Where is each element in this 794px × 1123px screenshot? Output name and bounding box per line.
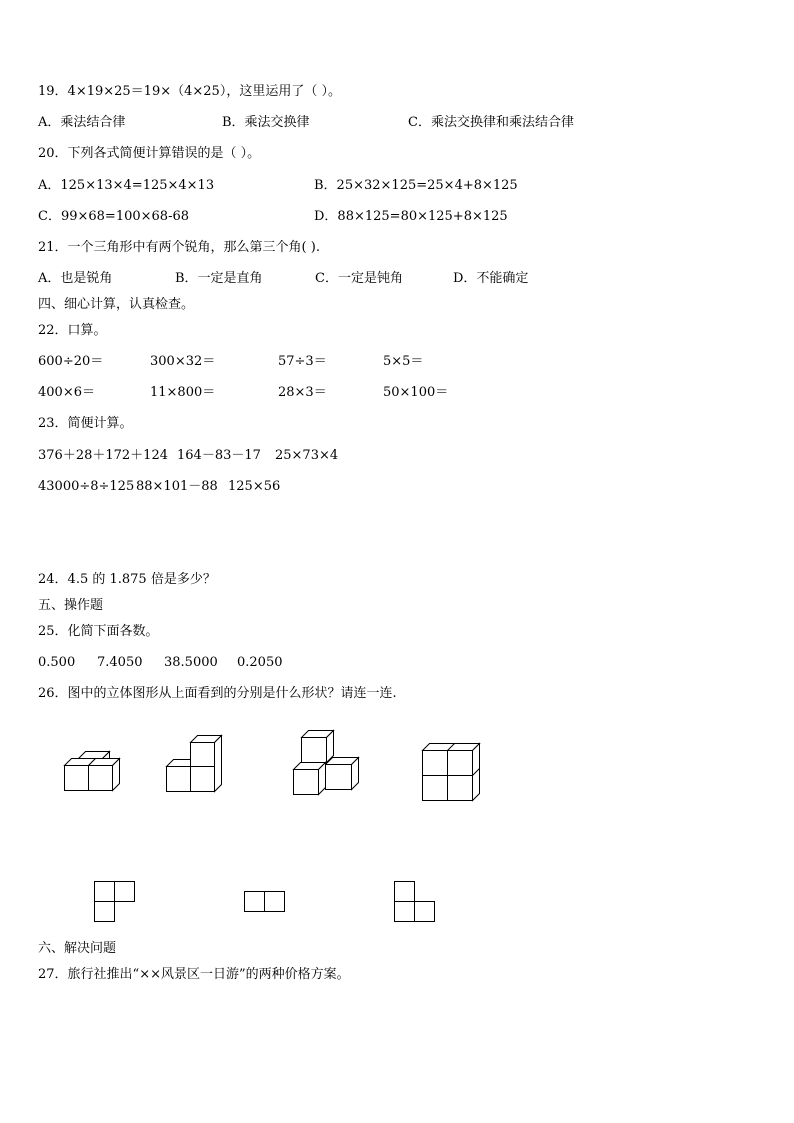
q23-item: 125×56 [228,479,281,494]
q23-item: 88×101－88 [136,479,218,494]
q21-option-c[interactable]: C．一定是钝角 [315,271,403,286]
section-five-title: 五、操作题 [38,598,104,613]
q25-stem: 25．化简下面各数。 [38,624,159,639]
q23-item: 376＋28＋172＋124 [38,448,168,463]
q20-stem: 20．下列各式简便计算错误的是（ ）。 [38,146,261,161]
q21-option-a[interactable]: A．也是锐角 [38,271,113,286]
q22-item: 50×100＝ [383,385,449,400]
top-view-shape-3 [393,880,437,924]
q25-number: 0.500 [38,655,76,670]
q23-stem: 23．简便计算。 [38,416,133,431]
q22-item: 28×3＝ [278,385,327,400]
q22-item: 300×32＝ [150,354,216,369]
top-view-shape-1 [93,880,137,924]
q22-item: 11×800＝ [150,385,216,400]
q21-option-d[interactable]: D．不能确定 [453,271,529,286]
q23-item: 43000÷8÷125 [38,479,135,494]
q25-number: 7.4050 [97,655,143,670]
solid-figure-4 [418,740,484,804]
q26-stem: 26．图中的立体图形从上面看到的分别是什么形状？请连一连. [38,686,397,701]
q23-item: 164－83－17 [177,448,261,463]
q25-number: 0.2050 [237,655,283,670]
solid-figure-3 [288,727,364,801]
q19-option-b[interactable]: B．乘法交换律 [222,115,310,130]
section-six-title: 六、解决问题 [38,941,117,956]
q19-option-a[interactable]: A．乘法结合律 [38,115,126,130]
q20-option-a[interactable]: A．125×13×4=125×4×13 [38,178,215,193]
q27-stem: 27．旅行社推出“××风景区一日游”的两种价格方案。 [38,967,350,982]
q20-option-b[interactable]: B．25×32×125=25×4+8×125 [314,178,518,193]
q20-option-d[interactable]: D．88×125=80×125+8×125 [314,209,508,224]
solid-figure-2 [162,733,232,797]
q22-item: 5×5＝ [383,354,424,369]
q21-stem: 21．一个三角形中有两个锐角，那么第三个角( ). [38,240,320,255]
q25-number: 38.5000 [164,655,218,670]
q24-stem: 24．4.5 的 1.875 倍是多少？ [38,572,216,587]
top-view-shape-2 [243,890,287,914]
q22-item: 57÷3＝ [278,354,327,369]
q21-option-b[interactable]: B．一定是直角 [175,271,263,286]
q22-item: 600÷20＝ [38,354,104,369]
q22-stem: 22．口算。 [38,323,107,338]
q19-option-c[interactable]: C．乘法交换律和乘法结合律 [408,115,574,130]
q23-item: 25×73×4 [275,448,339,463]
q20-option-c[interactable]: C．99×68=100×68-68 [38,209,189,224]
section-four-title: 四、细心计算，认真检查。 [38,297,195,312]
solid-figure-1 [60,745,130,795]
q22-item: 400×6＝ [38,385,95,400]
q19-stem: 19．4×19×25＝19×（4×25），这里运用了（ ）。 [38,84,341,99]
